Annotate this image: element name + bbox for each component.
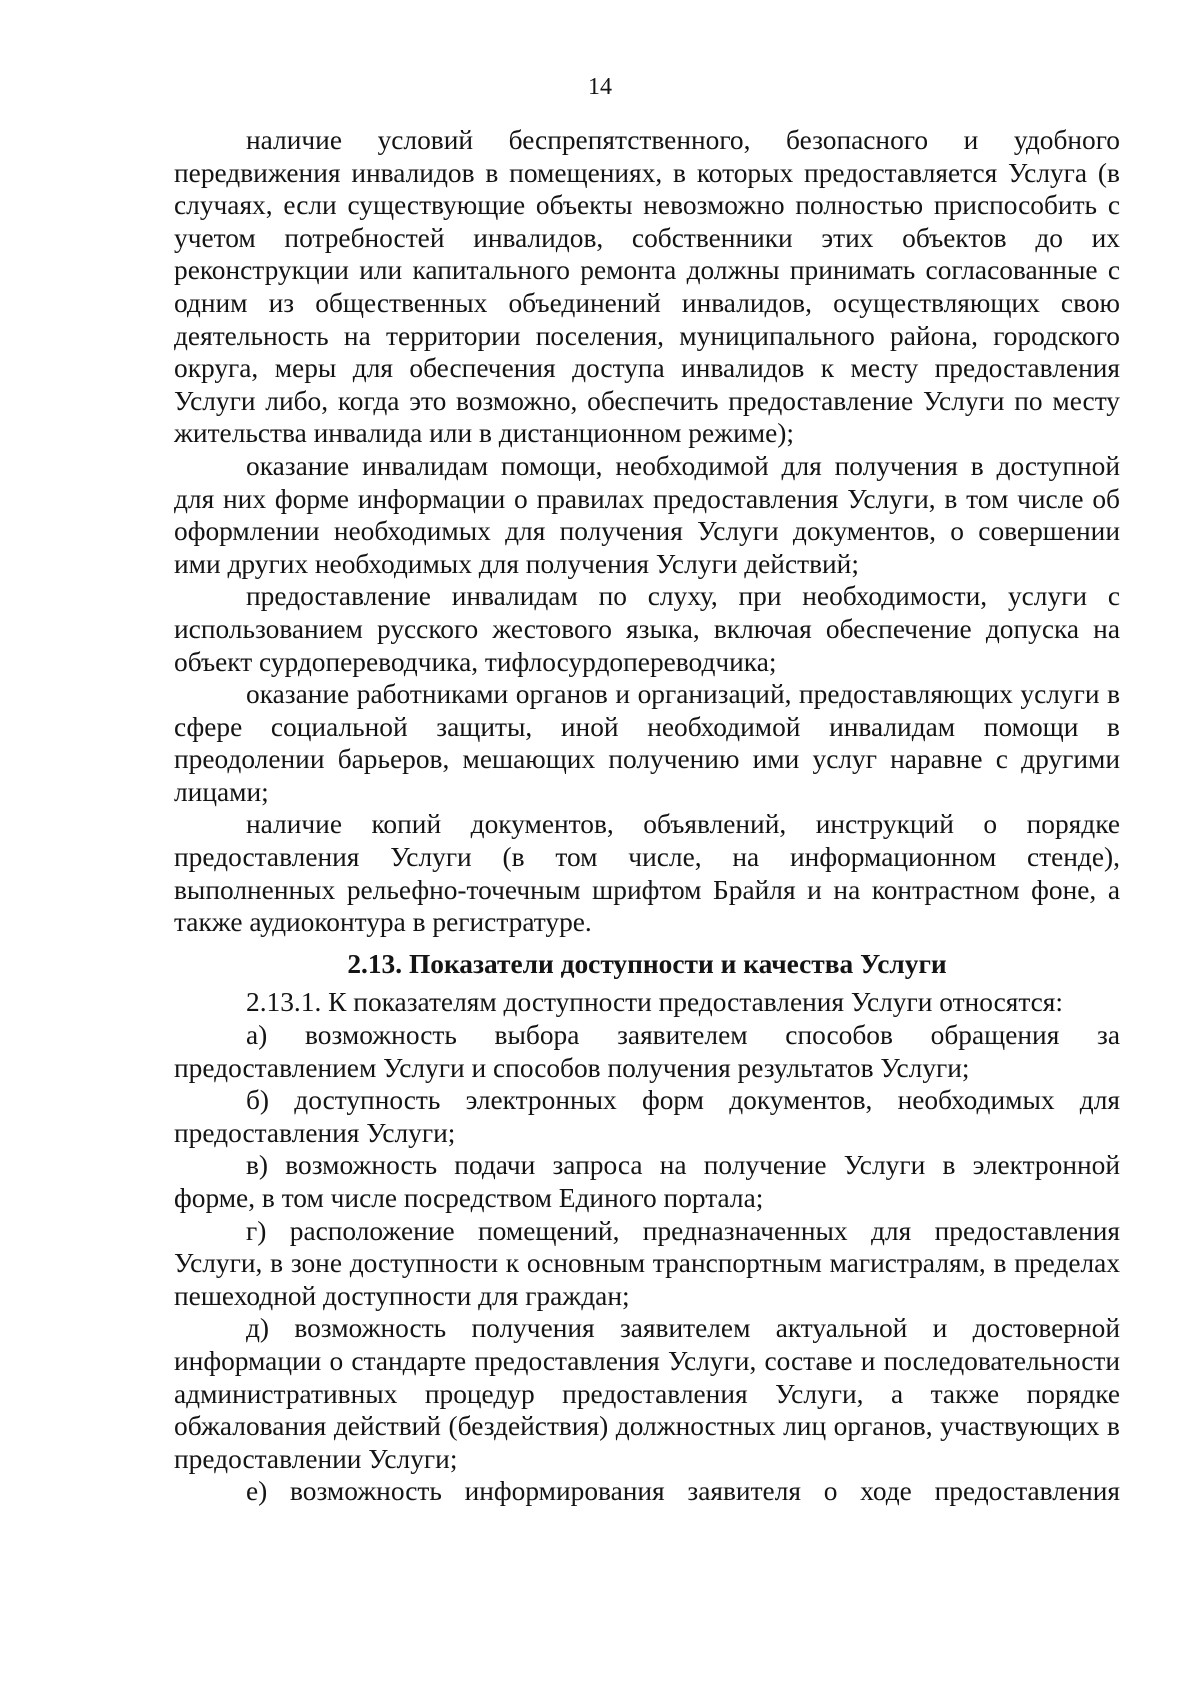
list-item-d: д) возможность получения заявителем актуальной и достоверной информации о стандарте предоставления Услуги, составе и последовательности административных процедур предоставления Услуги, а также порядке обжалования действий (бездействия) должностных лиц органов, участвующих в предоставлении Услуги; bbox=[174, 1313, 1120, 1474]
section-heading: 2.13. Показатели доступности и качества Услуги bbox=[347, 948, 947, 979]
list-item-v: в) возможность подачи запроса на получение Услуги в электронной форме, в том числе посредством Единого портала; bbox=[174, 1150, 1120, 1213]
list-item-e: е) возможность информирования заявителя о ходе предоставления bbox=[246, 1476, 1120, 1507]
page-number: 14 bbox=[588, 74, 612, 100]
paragraph-accessibility-conditions: наличие условий беспрепятственного, безопасного и удобного передвижения инвалидов в помещениях, в которых предоставляется Услуга (в случаях, если существующие объекты невозможно полностью приспособить с учетом потребностей инвалидов, собственники этих объектов до их реконструкции или капитального ремонта должны принимать согласованные с одним из общественных объединений инвалидов, осуществляющих свою деятельность на территории поселения, муниципального района, городского округа, меры для обеспечения доступа инвалидов к месту предоставления Услуги либо, когда это возможно, обеспечить предоставление Услуги по месту жительства инвалида или в дистанционном режиме); bbox=[174, 125, 1120, 449]
paragraph-staff-assistance: оказание работниками органов и организаций, предоставляющих услуги в сфере социальной защиты, иной необходимой инвалидам помощи в преодолении барьеров, мешающих получению ими услуг наравне с другими лицами; bbox=[174, 679, 1120, 807]
list-item-b: б) доступность электронных форм документов, необходимых для предоставления Услуги; bbox=[174, 1085, 1120, 1148]
paragraph-assistance-information: оказание инвалидам помощи, необходимой для получения в доступной для них форме информации о правилах предоставления Услуги, в том числе об оформлении необходимых для получения Услуги документов, о совершении ими других необходимых для получения Услуги действий; bbox=[174, 450, 1120, 579]
paragraph-indicators-intro: 2.13.1. К показателям доступности предоставления Услуги относятся: bbox=[246, 987, 1064, 1018]
list-item-g: г) расположение помещений, предназначенных для предоставления Услуги, в зоне доступности к основным транспортным магистралям, в пределах пешеходной доступности для граждан; bbox=[174, 1215, 1120, 1311]
document-body bbox=[174, 124, 1120, 1508]
paragraph-sign-language: предоставление инвалидам по слуху, при необходимости, услуги с использованием русского жестового языка, включая обеспечение допуска на объект сурдопереводчика, тифлосурдопереводчика; bbox=[174, 581, 1120, 677]
list-item-a: а) возможность выбора заявителем способов обращения за предоставлением Услуги и способов получения результатов Услуги; bbox=[174, 1020, 1120, 1083]
paragraph-braille-copies: наличие копий документов, объявлений, инструкций о порядке предоставления Услуги (в том числе, на информационном стенде), выполненных рельефно-точечным шрифтом Брайля и на контрастном фоне, а также аудиоконтура в регистратуре. bbox=[174, 809, 1120, 938]
